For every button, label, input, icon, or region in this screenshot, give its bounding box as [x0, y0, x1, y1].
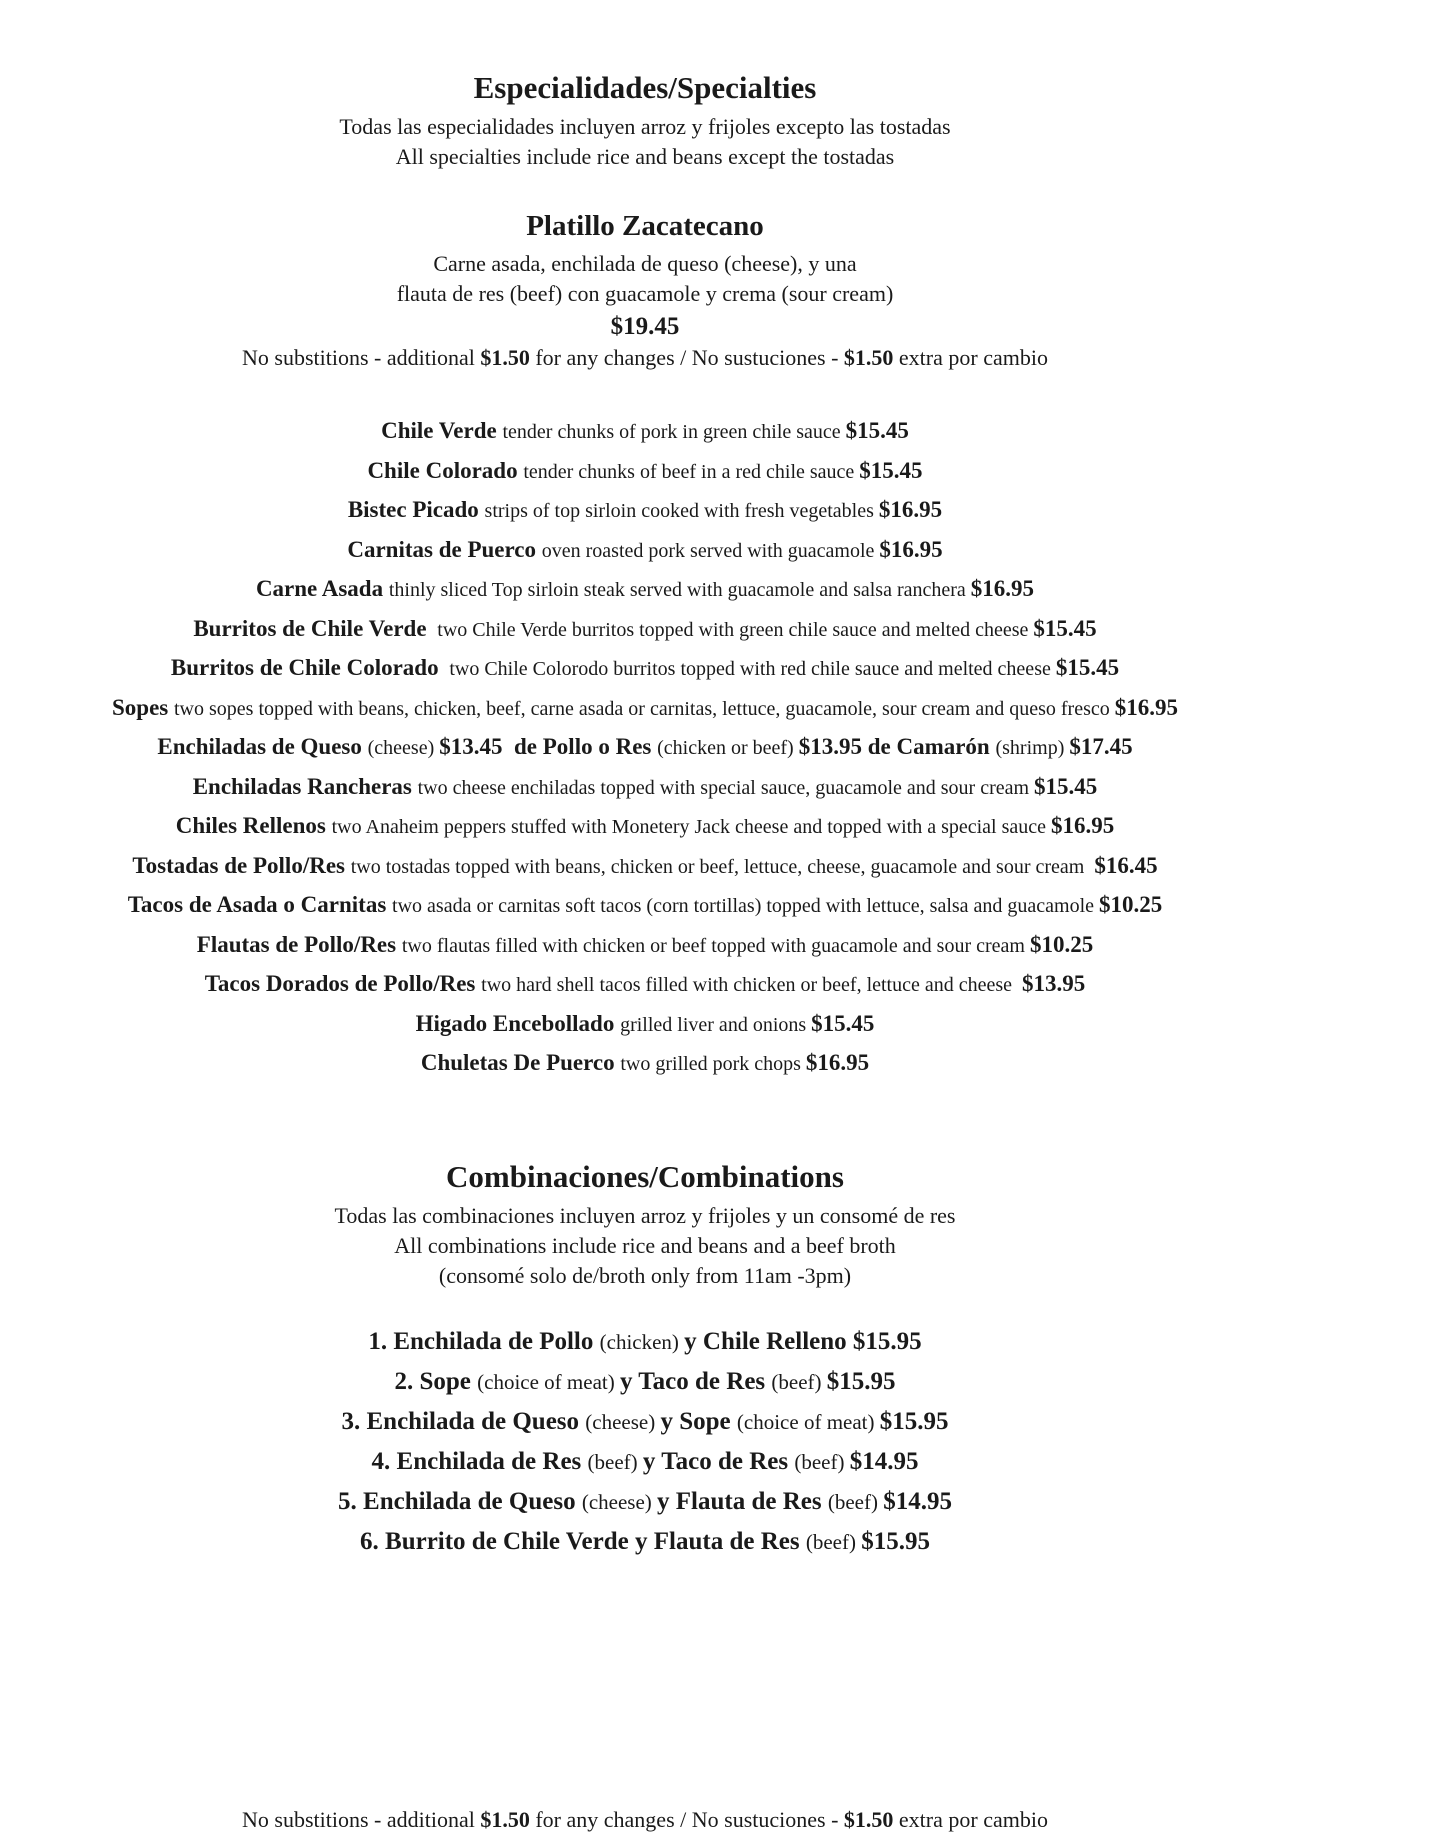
- text-segment: for any changes / No sustuciones -: [529, 345, 844, 370]
- text-segment: (beef): [587, 1449, 643, 1474]
- menu-item-tacos-asada-carnitas: [0, 887, 1290, 927]
- combinations-list: [0, 1323, 1290, 1563]
- bold-text-segment: $10.25: [1029, 931, 1094, 957]
- text-segment: two hard shell tacos filled with chicken or beef, lettuce and cheese: [481, 974, 1023, 996]
- bold-text-segment: 5. Enchilada de Queso: [338, 1487, 582, 1515]
- bold-text-segment: Tacos Dorados de Pollo/Res: [204, 971, 482, 996]
- menu-item-tacos-dorados: [0, 966, 1290, 1006]
- bold-text-segment: $16.95: [1114, 694, 1178, 720]
- text-segment: thinly sliced Top sirloin steak served with guacamole and salsa ranchera: [388, 579, 971, 601]
- bold-text-segment: Sopes: [112, 694, 174, 720]
- specialties-title: Especialidades/Specialties: [473, 70, 817, 105]
- text-segment: two Chile Verde burritos topped with green chile sauce and melted cheese: [432, 618, 1034, 641]
- menu-item-bistec-picado: [0, 492, 1290, 532]
- bold-text-segment: y Taco de Res: [619, 1367, 772, 1395]
- text-segment: two grilled pork chops: [620, 1053, 806, 1075]
- bold-text-segment: $14.95: [849, 1447, 919, 1475]
- specialties-header: [0, 70, 1290, 170]
- menu-item-flautas-pollo-res: [0, 927, 1290, 967]
- bold-text-segment: y Sope: [660, 1407, 737, 1435]
- text-segment: (beef): [771, 1369, 827, 1394]
- platillo-title: Platillo Zacatecano: [526, 210, 764, 242]
- bold-text-segment: $16.95: [1051, 813, 1115, 838]
- bold-text-segment: $16.95: [878, 497, 943, 522]
- menu-item-sopes: [0, 690, 1290, 730]
- bold-text-segment: 2. Sope: [394, 1367, 478, 1395]
- bold-text-segment: Chiles Rellenos: [175, 813, 332, 838]
- menu-item-burritos-chile-verde: [0, 611, 1290, 651]
- bold-text-segment: Carne Asada: [255, 576, 389, 601]
- text-segment: two asada or carnitas soft tacos (corn tortillas) topped with lettuce, salsa and guacamole: [392, 895, 1100, 917]
- combinations-broth-note: (consomé solo de/broth only from 11am -3pm): [438, 1262, 852, 1288]
- bold-text-segment: Flautas de Pollo/Res: [196, 931, 402, 957]
- combinations-subtitle-english: All combinations include rice and beans and a beef broth: [394, 1232, 896, 1258]
- combo-item-6: [0, 1523, 1290, 1563]
- combo-item-4: [0, 1443, 1290, 1483]
- text-segment: (choice of meat): [477, 1369, 620, 1394]
- text-segment: two Chile Colorodo burritos topped with red chile sauce and melted cheese: [444, 658, 1056, 680]
- platillo-price: $19.45: [610, 313, 680, 340]
- bold-text-segment: $15.45: [845, 418, 909, 443]
- bold-text-segment: $16.95: [805, 1050, 870, 1075]
- bold-text-segment: $16.45: [1094, 852, 1158, 878]
- bold-text-segment: $10.25: [1099, 892, 1163, 917]
- bold-text-segment: $15.45: [859, 457, 923, 483]
- combo-item-3: [0, 1403, 1290, 1443]
- text-segment: two flautas filled with chicken or beef topped with guacamole and sour cream: [401, 934, 1030, 957]
- text-segment: No substitions - additional: [242, 1806, 481, 1832]
- text-segment: (cheese): [581, 1489, 658, 1514]
- menu-item-carne-asada: [0, 571, 1290, 611]
- bold-text-segment: Bistec Picado: [347, 497, 485, 522]
- bold-text-segment: $15.45: [1033, 615, 1097, 641]
- text-segment: two tostadas topped with beans, chicken or beef, lettuce, cheese, guacamole and sour cream: [350, 855, 1095, 878]
- menu-item-higado-encebollado: [0, 1006, 1290, 1046]
- text-segment: strips of top sirloin cooked with fresh vegetables: [484, 500, 879, 522]
- bold-text-segment: y Taco de Res: [642, 1447, 795, 1475]
- menu-item-enchiladas-queso-pollo-camaron: [0, 729, 1290, 769]
- specialties-subtitle-english: All specialties include rice and beans except the tostadas: [395, 144, 895, 169]
- menu-item-chile-verde: [0, 413, 1290, 453]
- bold-text-segment: $14.95: [883, 1487, 952, 1515]
- text-segment: for any changes / No sustuciones -: [529, 1806, 844, 1832]
- menu-item-chile-colorado: [0, 453, 1290, 493]
- menu-item-burritos-chile-colorado: [0, 650, 1290, 690]
- text-segment: tender chunks of beef in a red chile sauce: [523, 460, 860, 483]
- bold-text-segment: Carnitas de Puerco: [347, 536, 542, 562]
- text-segment: (beef): [827, 1489, 884, 1514]
- bold-text-segment: Enchiladas Rancheras: [192, 773, 418, 799]
- bold-text-segment: 1. Enchilada de Pollo: [368, 1327, 600, 1355]
- text-segment: (cheese): [585, 1409, 661, 1434]
- bold-text-segment: Chile Verde: [381, 418, 503, 443]
- combo-item-2: [0, 1363, 1290, 1403]
- bold-text-segment: 4. Enchilada de Res: [371, 1447, 588, 1475]
- specialties-subtitle-spanish: Todas las especialidades incluyen arroz y frijoles excepto las tostadas: [339, 114, 951, 139]
- bold-text-segment: de Camarón: [867, 734, 996, 759]
- text-segment: (chicken or beef): [657, 737, 799, 759]
- platillo-zacatecano-feature: [0, 210, 1290, 371]
- platillo-description-line1: Carne asada, enchilada de queso (cheese), y una: [433, 251, 857, 276]
- bold-text-segment: 6. Burrito de Chile Verde y Flauta de Res: [360, 1527, 806, 1555]
- menu-item-chuletas-de-puerco: [0, 1045, 1290, 1085]
- bold-text-segment: $13.95: [1022, 971, 1086, 996]
- bold-text-segment: $15.45: [1055, 655, 1120, 680]
- text-segment: two cheese enchiladas topped with special sauce, guacamole and sour cream: [417, 776, 1035, 799]
- menu-item-chiles-rellenos: [0, 808, 1290, 848]
- bold-text-segment: Higado Encebollado: [415, 1010, 621, 1036]
- bold-text-segment: $16.95: [879, 536, 943, 562]
- bold-text-segment: Chuletas De Puerco: [420, 1050, 621, 1075]
- text-segment: oven roasted pork served with guacamole: [541, 539, 880, 562]
- bold-text-segment: y Flauta de Res: [657, 1487, 828, 1515]
- no-substitutions-note-top: [0, 345, 1290, 371]
- text-segment: (shrimp): [995, 737, 1070, 759]
- bold-text-segment: $1.50: [480, 345, 530, 370]
- combinations-subtitle-spanish: Todas las combinaciones incluyen arroz y frijoles y un consomé de res: [334, 1202, 956, 1228]
- bold-text-segment: Chile Colorado: [367, 457, 524, 483]
- text-segment: extra por cambio: [893, 1806, 1048, 1832]
- combinations-header: [0, 1159, 1290, 1289]
- bold-text-segment: $1.50: [480, 1806, 530, 1832]
- combinations-title: Combinaciones/Combinations: [446, 1158, 844, 1194]
- bold-text-segment: $15.95: [879, 1407, 949, 1435]
- bold-text-segment: $1.50: [843, 1806, 894, 1832]
- menu-item-enchiladas-rancheras: [0, 769, 1290, 809]
- bold-text-segment: 3. Enchilada de Queso: [341, 1407, 586, 1435]
- bold-text-segment: $1.50: [843, 345, 894, 370]
- text-segment: (beef): [805, 1529, 862, 1554]
- bold-text-segment: de Pollo o Res: [514, 734, 658, 759]
- bold-text-segment: $15.45: [811, 1010, 875, 1036]
- bold-text-segment: Burritos de Chile Colorado: [170, 655, 445, 680]
- menu-footer: [0, 1807, 1290, 1833]
- text-segment: (beef): [794, 1449, 850, 1474]
- bold-text-segment: $15.95: [852, 1327, 922, 1355]
- menu-item-tostadas-pollo-res: [0, 848, 1290, 888]
- bold-text-segment: Tostadas de Pollo/Res: [132, 852, 351, 878]
- bold-text-segment: Enchiladas de Queso: [157, 734, 368, 759]
- no-substitutions-note-bottom: [0, 1807, 1290, 1833]
- bold-text-segment: $13.95: [798, 734, 868, 759]
- text-segment: extra por cambio: [893, 345, 1048, 370]
- bold-text-segment: $15.45: [1034, 773, 1098, 799]
- text-segment: two sopes topped with beans, chicken, beef, carne asada or carnitas, lettuce, guacamole, sour cream and queso fresco: [174, 697, 1115, 720]
- specialties-list: [0, 413, 1290, 1085]
- menu-item-carnitas-de-puerco: [0, 532, 1290, 572]
- combo-item-1: [0, 1323, 1290, 1363]
- bold-text-segment: Burritos de Chile Verde: [193, 615, 433, 641]
- combo-item-5: [0, 1483, 1290, 1523]
- bold-text-segment: y Chile Relleno: [684, 1327, 853, 1355]
- bold-text-segment: $15.95: [826, 1367, 896, 1395]
- text-segment: (cheese): [367, 737, 440, 759]
- bold-text-segment: Tacos de Asada o Carnitas: [127, 892, 393, 917]
- text-segment: (chicken): [599, 1329, 685, 1354]
- bold-text-segment: $17.45: [1069, 734, 1133, 759]
- text-segment: grilled liver and onions: [620, 1013, 812, 1036]
- text-segment: two Anaheim peppers stuffed with Monetery Jack cheese and topped with a special sauce: [331, 816, 1052, 838]
- text-segment: (choice of meat): [736, 1409, 880, 1434]
- bold-text-segment: $13.45: [439, 734, 514, 759]
- bold-text-segment: $16.95: [970, 576, 1035, 601]
- text-segment: No substitions - additional: [242, 345, 481, 370]
- bold-text-segment: $15.95: [861, 1527, 930, 1555]
- platillo-description-line2: flauta de res (beef) con guacamole y crema (sour cream): [396, 281, 894, 306]
- text-segment: tender chunks of pork in green chile sauce: [502, 421, 846, 443]
